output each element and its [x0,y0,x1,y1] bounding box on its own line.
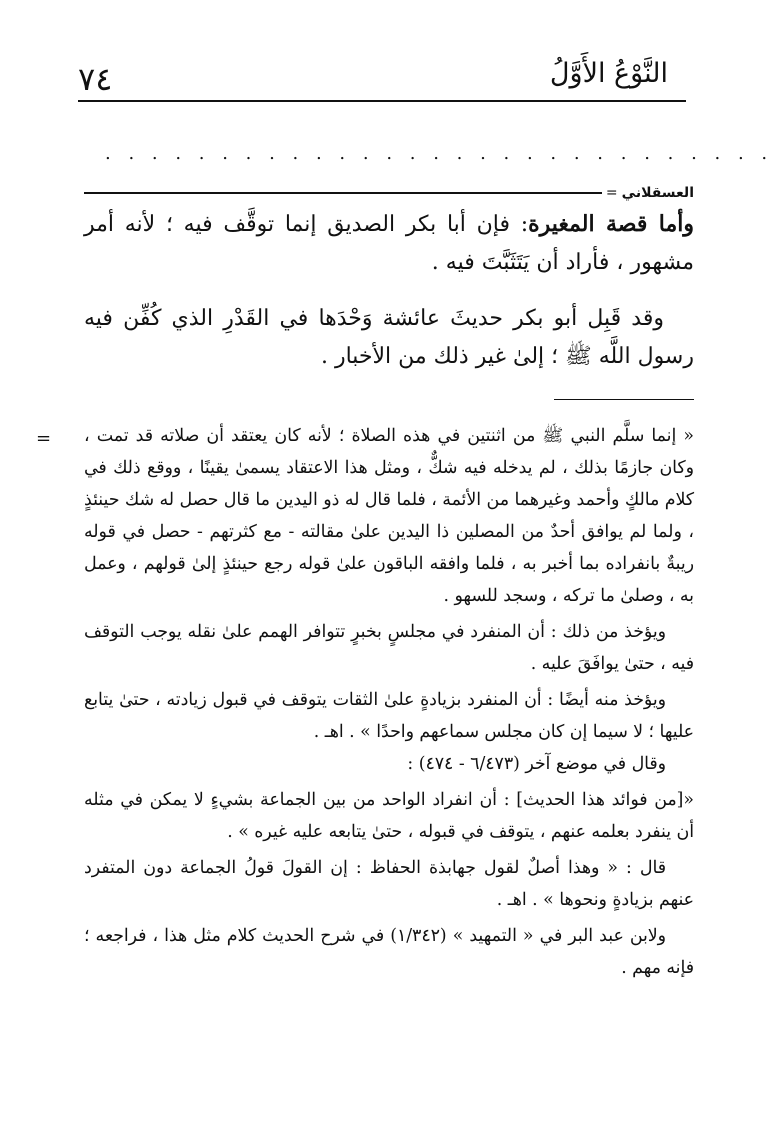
main-paragraph-text: : فإن أبا بكر الصديق إنما توقَّف فيه ؛ لأنه أمر مشهور ، فأراد أن يَتَثَبَّتَ فيه . [84,212,694,275]
footnote-rule [554,399,694,400]
continuation-row [84,180,694,206]
continuation-line [84,192,602,194]
footnote-paragraph: ويؤخذ منه أيضًا : أن المنفرد بزيادةٍ علىٰ الثقات يتوقف في قبول زيادته ، حتىٰ يتابع عليها ؛ لا سيما إن كان مجلس سماعهم واحدًا » . اهـ . [84,690,694,742]
running-title: النَّوْعُ الأَوَّلُ [549,58,668,89]
footnote-paragraph: «[من فوائد هذا الحديث] : أن انفراد الواحد من بين الجماعة بشيءٍ لا يمكن في مثله أن ينفرد بعلمه عنهم ، يتوقف في قبوله ، حتىٰ يتابعه عليه غيره » . [84,790,694,842]
footnote-text [84,420,694,984]
continuation-label: العسقلاني [621,185,694,201]
main-paragraph: وقد قَبِل أبو بكر حديثَ عائشة وَحْدَها في القَدْرِ الذي كُفِّن فيه رسول اللَّه ﷺ ؛ إلىٰ غير ذلك من الأخبار . [84,306,694,369]
footnote-paragraph: ويؤخذ من ذلك : أن المنفرد في مجلسٍ بخبرٍ تتوافر الهمم علىٰ نقله يوجب التوقف فيه ، حتىٰ يوافَقَ عليه . [84,622,694,674]
separator-dots: . . . . . . . . . . . . . . . . . . . . . . . . . . . . . [105,143,773,164]
footnote-paragraph: « إنما سلَّم النبي ﷺ من اثنتين في هذه الصلاة ؛ لأنه كان يعتقد أن صلاته قد تمت ، وكان جازمًا بذلك ، لم يدخله فيه شكٌّ ، ومثل هذا الاعتقاد يسمىٰ يقينًا ، ووقع ذلك في كلام مالكٍ وأحمد وغيرهما من الأئمة ، فلما قال له ذو اليدين ما قال حصل له شك حينئذٍ ، ولما لم يوافق أحدٌ من المصلين ذا اليدين علىٰ مقالته - مع كثرتهم - حصل في قوله ريبةٌ بانفراده بما أخبر به ، فلما وافقه الباقون علىٰ قوله رجع حينئذٍ إلىٰ قولهم ، وعمل به ، وصلىٰ ما تركه ، وسجد للسهو . [84,426,694,606]
continuation-mark: = [605,185,618,201]
page-number: ٧٤ [78,60,113,98]
header-rule [78,100,686,102]
footnote-paragraph: وقال في موضع آخر (٦/٤٧٣ - ٤٧٤) : [407,754,666,774]
footnote-paragraph: قال : « وهذا أصلٌ لقول جهابذة الحفاظ : إن القولَ قولُ الجماعة دون المتفرد عنهم بزيادةٍ ونحوها » . اهـ . [84,858,694,910]
footnote-paragraph: ولابن عبد البر في « التمهيد » (١/٣٤٢) في شرح الحديث كلام مثل هذا ، فراجعه ؛ فإنه مهم . [84,926,694,978]
topic-heading: وأما قصة المغيرة [528,211,694,237]
footnote-continuation-mark: = [36,428,52,449]
main-paragraph [84,205,694,282]
main-text [84,205,694,376]
